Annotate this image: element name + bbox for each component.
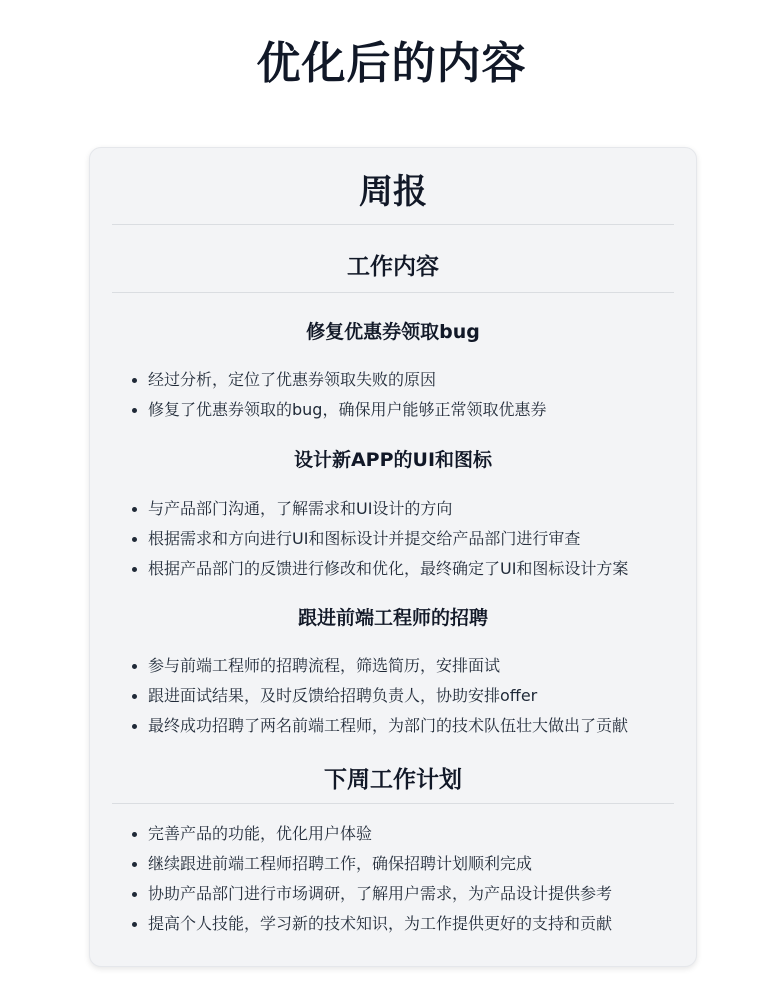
list-item: 完善产品的功能，优化用户体验 (148, 819, 674, 849)
page-title: 优化后的内容 (256, 38, 527, 89)
list-item: 根据产品部门的反馈进行修改和优化，最终确定了UI和图标设计方案 (148, 554, 674, 584)
plan-section-title: 下周工作计划 (112, 763, 674, 804)
list-item: 经过分析，定位了优惠券领取失败的原因 (148, 365, 674, 395)
task-list-frontend-hiring (112, 651, 674, 741)
task-title-frontend-hiring: 跟进前端工程师的招聘 (297, 607, 488, 629)
list-item: 继续跟进前端工程师招聘工作，确保招聘计划顺利完成 (148, 849, 674, 879)
report-title: 周报 (112, 148, 674, 225)
task-list-fix-coupon-bug (112, 365, 674, 425)
list-item: 协助产品部门进行市场调研，了解用户需求，为产品设计提供参考 (148, 879, 674, 909)
list-item: 最终成功招聘了两名前端工程师，为部门的技术队伍壮大做出了贡献 (148, 711, 674, 741)
list-item: 提高个人技能，学习新的技术知识，为工作提供更好的支持和贡献 (148, 909, 674, 939)
task-title-fix-coupon-bug: 修复优惠券领取bug (306, 321, 480, 343)
task-title-new-app-ui: 设计新APP的UI和图标 (293, 449, 493, 471)
list-item: 根据需求和方向进行UI和图标设计并提交给产品部门进行审查 (148, 524, 674, 554)
task-list-new-app-ui (112, 494, 674, 584)
work-section-title: 工作内容 (112, 225, 674, 293)
list-item: 与产品部门沟通，了解需求和UI设计的方向 (148, 494, 674, 524)
list-item: 跟进面试结果，及时反馈给招聘负责人，协助安排offer (148, 681, 674, 711)
weekly-report-card (89, 147, 697, 967)
list-item: 修复了优惠券领取的bug，确保用户能够正常领取优惠券 (148, 395, 674, 425)
list-item: 参与前端工程师的招聘流程，筛选简历，安排面试 (148, 651, 674, 681)
plan-list (112, 819, 674, 939)
